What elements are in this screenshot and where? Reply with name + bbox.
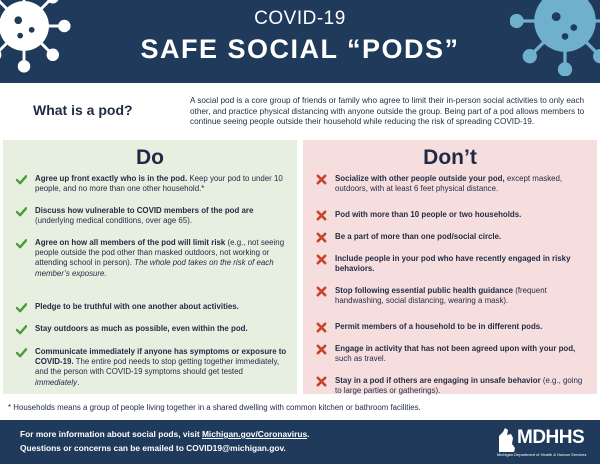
dont-item-bold: Be a part of more than one pod/social circle.: [335, 232, 502, 241]
do-item-italic: The whole pod takes on the risk of each member’s exposure.: [35, 258, 274, 278]
dont-item-text: [335, 174, 587, 194]
dont-item-bold: Stop following essential public health guidance: [335, 286, 513, 295]
dont-item-bold: Stay in a pod if others are engaging in unsafe behavior: [335, 376, 541, 385]
dont-item-detail: such as travel.: [335, 354, 386, 364]
x-icon: [316, 286, 327, 297]
dont-item-text: [335, 376, 587, 396]
dont-item-text: [335, 210, 587, 220]
dont-item-detail: (e.g., going to large parties or gatherings).: [335, 376, 583, 396]
check-icon: [16, 206, 27, 217]
intro-answer: A social pod is a core group of friends or family who agree to limit their in-person social activities to only each other, and practice physical distancing with anyone outside the group. Being part of a pod allows members to continue seeing people outside their household while reducing the risk of spreading COVID-19.: [190, 96, 585, 126]
do-item-text: [35, 302, 287, 312]
do-item-detail: (e.g., not seeing people outside the pod other than masked outdoors, not working or attending school in person).: [35, 238, 285, 268]
mdhhs-logo: [495, 424, 595, 462]
footer: [0, 420, 600, 464]
do-item-text: [35, 238, 287, 279]
title-top: COVID-19: [254, 8, 346, 29]
x-icon: [316, 232, 327, 243]
dont-item-text: [335, 254, 587, 274]
dont-item-text: [335, 344, 587, 364]
dont-item-bold: Engage in activity that has not been agreed upon with your pod,: [335, 344, 576, 353]
dont-item-detail: except masked, outdoors, with at least 6 feet physical distance.: [335, 174, 563, 194]
do-item-bold: Agree up front exactly who is in the pod.: [35, 174, 188, 183]
check-icon: [16, 174, 27, 185]
do-item-bold: Discuss how vulnerable to COVID members of the pod are: [35, 206, 254, 215]
footer-info-suffix: .: [307, 429, 310, 439]
do-item-italic: immediately: [35, 377, 78, 387]
dont-item-text: [335, 286, 587, 306]
do-item-bold: Stay outdoors as much as possible, even within the pod.: [35, 324, 248, 333]
do-item-bold: Agree on how all members of the pod will limit risk: [35, 238, 226, 247]
dont-item-text: [335, 232, 587, 242]
dont-item-bold: Pod with more than 10 people or two households.: [335, 210, 522, 219]
x-icon: [316, 254, 327, 265]
do-item-text: [35, 206, 287, 226]
intro-question: What is a pod?: [33, 102, 133, 118]
coronavirus-link[interactable]: Michigan.gov/Coronavirus: [201, 429, 308, 439]
do-item-bold: Communicate immediately if anyone has symptoms or exposure to COVID-19.: [35, 347, 287, 367]
dont-item-bold: Socialize with other people outside your pod,: [335, 174, 505, 183]
page-title: SAFE SOCIAL “PODS”: [140, 34, 460, 64]
do-item-detail: (underlying medical conditions, over age 65).: [35, 216, 193, 226]
check-icon: [16, 238, 27, 249]
do-heading: Do: [136, 146, 164, 169]
dont-item-bold: Permit members of a household to be in different pods.: [335, 322, 543, 331]
check-icon: [16, 324, 27, 335]
footer-contact-line: Questions or concerns can be emailed to COVID19@michigan.gov.: [20, 443, 286, 453]
logo-subtitle: Michigan Department of Health & Human Services: [497, 452, 587, 457]
check-icon: [16, 347, 27, 358]
check-icon: [16, 302, 27, 313]
do-item-text: [35, 174, 287, 194]
intro-section: [0, 83, 600, 137]
x-icon: [316, 322, 327, 333]
do-item-detail: The entire pod needs to stop getting together immediately, and the person with COVID-19 symptoms should get tested: [35, 357, 280, 377]
x-icon: [316, 174, 327, 185]
do-item-text: [35, 324, 287, 334]
do-item-bold: Pledge to be truthful with one another about activities.: [35, 302, 239, 311]
dont-item-text: [335, 322, 587, 332]
footnote: * Households means a group of people living together in a shared dwelling with common kitchen or bathroom facilities.: [8, 403, 421, 412]
x-icon: [316, 376, 327, 387]
footer-info-prefix: For more information about social pods, visit: [20, 429, 202, 439]
dont-item-detail: (frequent handwashing, social distancing, wearing a mask).: [335, 286, 547, 306]
logo-text: MDHHS: [517, 427, 585, 448]
do-item-text: [35, 347, 287, 388]
dont-item-bold: Include people in your pod who have recently engaged in risky behaviors.: [335, 254, 571, 274]
header-banner: [0, 0, 600, 83]
dont-heading: Don’t: [423, 146, 477, 169]
footer-info-line: [20, 429, 309, 439]
michigan-map-icon: [495, 426, 519, 452]
do-item-tail: .: [77, 377, 80, 387]
x-icon: [316, 210, 327, 221]
do-item-detail: Keep your pod to under 10 people, and no more than one other household.*: [35, 174, 283, 194]
do-column: [3, 140, 297, 394]
x-icon: [316, 344, 327, 355]
dont-column: [303, 140, 597, 394]
